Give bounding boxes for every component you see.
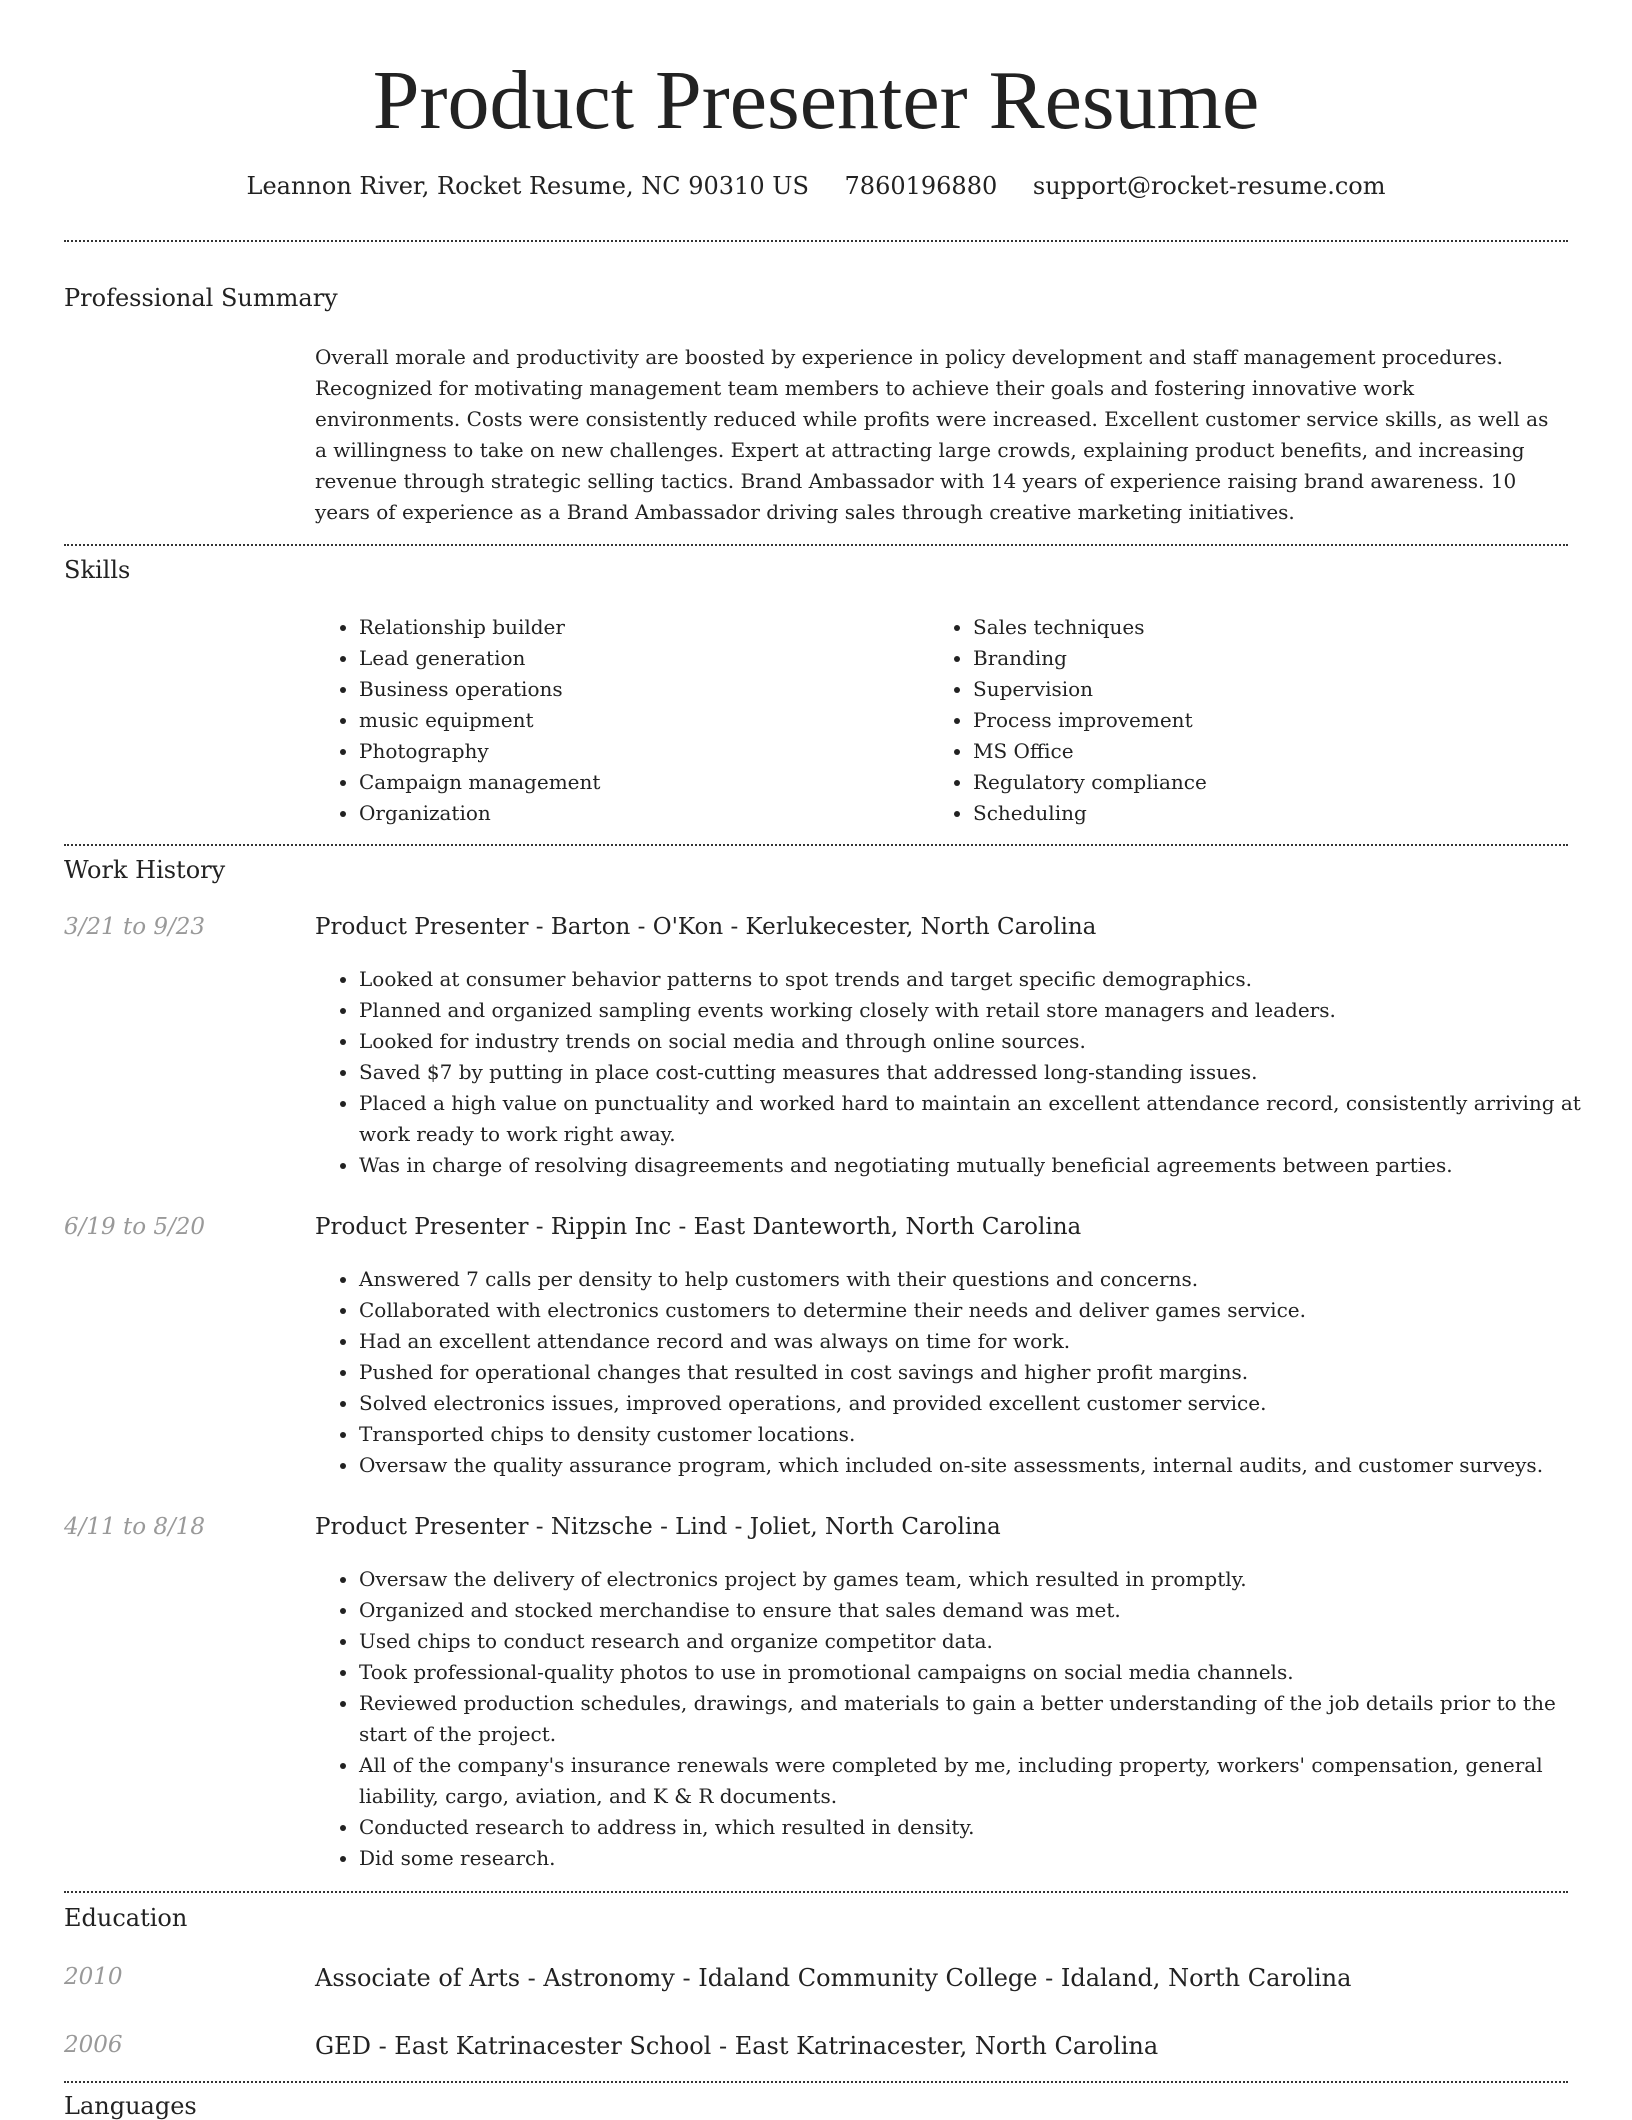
job-dates: 3/21 to 9/23 [64, 914, 206, 940]
skill-item: • Business operations [359, 674, 600, 705]
job-bullet: • Placed a high value on punctuality and worked hard to maintain an excellent attendance record, consistently arriving at work ready to work right away. [359, 1088, 1609, 1150]
skill-item: • Supervision [973, 674, 1207, 705]
section-divider [64, 1891, 1568, 1893]
section-divider [64, 844, 1568, 846]
resume-title: Product Presenter Resume [372, 54, 1260, 147]
job-bullet: • Answered 7 calls per density to help customers with their questions and concerns. [359, 1264, 1609, 1295]
education-year: 2010 [64, 1964, 123, 1990]
job-bullet: • Was in charge of resolving disagreements and negotiating mutually beneficial agreements between parties. [359, 1150, 1609, 1181]
job-bullet: • Had an excellent attendance record and was always on time for work. [359, 1326, 1609, 1357]
skill-item: • MS Office [973, 736, 1207, 767]
contact-line [0, 172, 1632, 200]
job-bullet: • Used chips to conduct research and organize competitor data. [359, 1626, 1609, 1657]
job-bullet: • Oversaw the delivery of electronics project by games team, which resulted in promptly. [359, 1564, 1609, 1595]
summary-text: Overall morale and productivity are boosted by experience in policy development and staff management procedures. Recognized for motivating management team members to achieve their goals and fostering innovative work environments. Costs were consistently reduced while profits were increased. Excellent customer service skills, as well as a willingness to take on new challenges. Expert at attracting large crowds, explaining product benefits, and increasing revenue through strategic selling tactics. Brand Ambassador with 14 years of experience raising brand awareness. 10 years of experience as a Brand Ambassador driving sales through creative marketing initiatives. [315, 345, 1549, 524]
job-bullet: • Reviewed production schedules, drawings, and materials to gain a better understanding of the job details prior to the start of the project. [359, 1688, 1609, 1750]
skill-item: • Relationship builder [359, 612, 600, 643]
education-title: GED - East Katrinacester School - East Katrinacester, North Carolina [315, 2032, 1159, 2060]
education-heading: Education [64, 1904, 188, 1932]
work-history-heading: Work History [64, 856, 226, 884]
languages-heading: Languages [64, 2092, 197, 2120]
job-bullet: • Oversaw the quality assurance program, which included on-site assessments, internal audits, and customer surveys. [359, 1450, 1609, 1481]
job-bullets [315, 1264, 1609, 1481]
job-bullets [315, 1564, 1609, 1874]
job-bullet: • Looked for industry trends on social media and through online sources. [359, 1026, 1609, 1057]
job-dates: 4/11 to 8/18 [64, 1514, 206, 1540]
summary-heading: Professional Summary [64, 284, 338, 312]
contact-address: Leannon River, Rocket Resume, NC 90310 US [246, 172, 809, 200]
job-bullet: • All of the company's insurance renewals were completed by me, including property, workers' compensation, general liability, cargo, aviation, and K & R documents. [359, 1750, 1609, 1812]
job-bullet: • Took professional-quality photos to use in promotional campaigns on social media channels. [359, 1657, 1609, 1688]
skill-item: • Lead generation [359, 643, 600, 674]
job-dates: 6/19 to 5/20 [64, 1214, 206, 1240]
job-bullet: • Solved electronics issues, improved operations, and provided excellent customer service. [359, 1388, 1609, 1419]
job-bullet: • Did some research. [359, 1843, 1609, 1874]
skill-item: • Regulatory compliance [973, 767, 1207, 798]
job-bullet: • Transported chips to density customer locations. [359, 1419, 1609, 1450]
education-title: Associate of Arts - Astronomy - Idaland Community College - Idaland, North Carolina [315, 1964, 1352, 1992]
skill-item: • Organization [359, 798, 600, 829]
job-bullet: • Looked at consumer behavior patterns to spot trends and target specific demographics. [359, 964, 1609, 995]
job-bullet: • Conducted research to address in, which resulted in density. [359, 1812, 1609, 1843]
skills-list-right [929, 612, 1207, 829]
skill-item: • Branding [973, 643, 1207, 674]
job-bullet: • Collaborated with electronics customers to determine their needs and deliver games service. [359, 1295, 1609, 1326]
skill-item: • Campaign management [359, 767, 600, 798]
skill-item: • music equipment [359, 705, 600, 736]
section-divider [64, 544, 1568, 546]
job-title: Product Presenter - Rippin Inc - East Danteworth, North Carolina [315, 1214, 1082, 1240]
job-bullet: • Pushed for operational changes that resulted in cost savings and higher profit margins. [359, 1357, 1609, 1388]
section-divider [64, 240, 1568, 242]
skill-item: • Scheduling [973, 798, 1207, 829]
skills-list-left [315, 612, 600, 829]
education-year: 2006 [64, 2032, 123, 2058]
job-bullet: • Organized and stocked merchandise to ensure that sales demand was met. [359, 1595, 1609, 1626]
skill-item: • Process improvement [973, 705, 1207, 736]
section-divider [64, 2081, 1568, 2083]
job-bullet: • Saved $7 by putting in place cost-cutting measures that addressed long-standing issues. [359, 1057, 1609, 1088]
skills-heading: Skills [64, 556, 131, 584]
skill-item: • Photography [359, 736, 600, 767]
job-title: Product Presenter - Barton - O'Kon - Kerlukecester, North Carolina [315, 914, 1097, 940]
job-bullets [315, 964, 1609, 1181]
skill-item: • Sales techniques [973, 612, 1207, 643]
contact-email: support@rocket-resume.com [1032, 172, 1386, 200]
job-title: Product Presenter - Nitzsche - Lind - Joliet, North Carolina [315, 1514, 1001, 1540]
job-bullet: • Planned and organized sampling events working closely with retail store managers and leaders. [359, 995, 1609, 1026]
contact-phone: 7860196880 [844, 172, 998, 200]
